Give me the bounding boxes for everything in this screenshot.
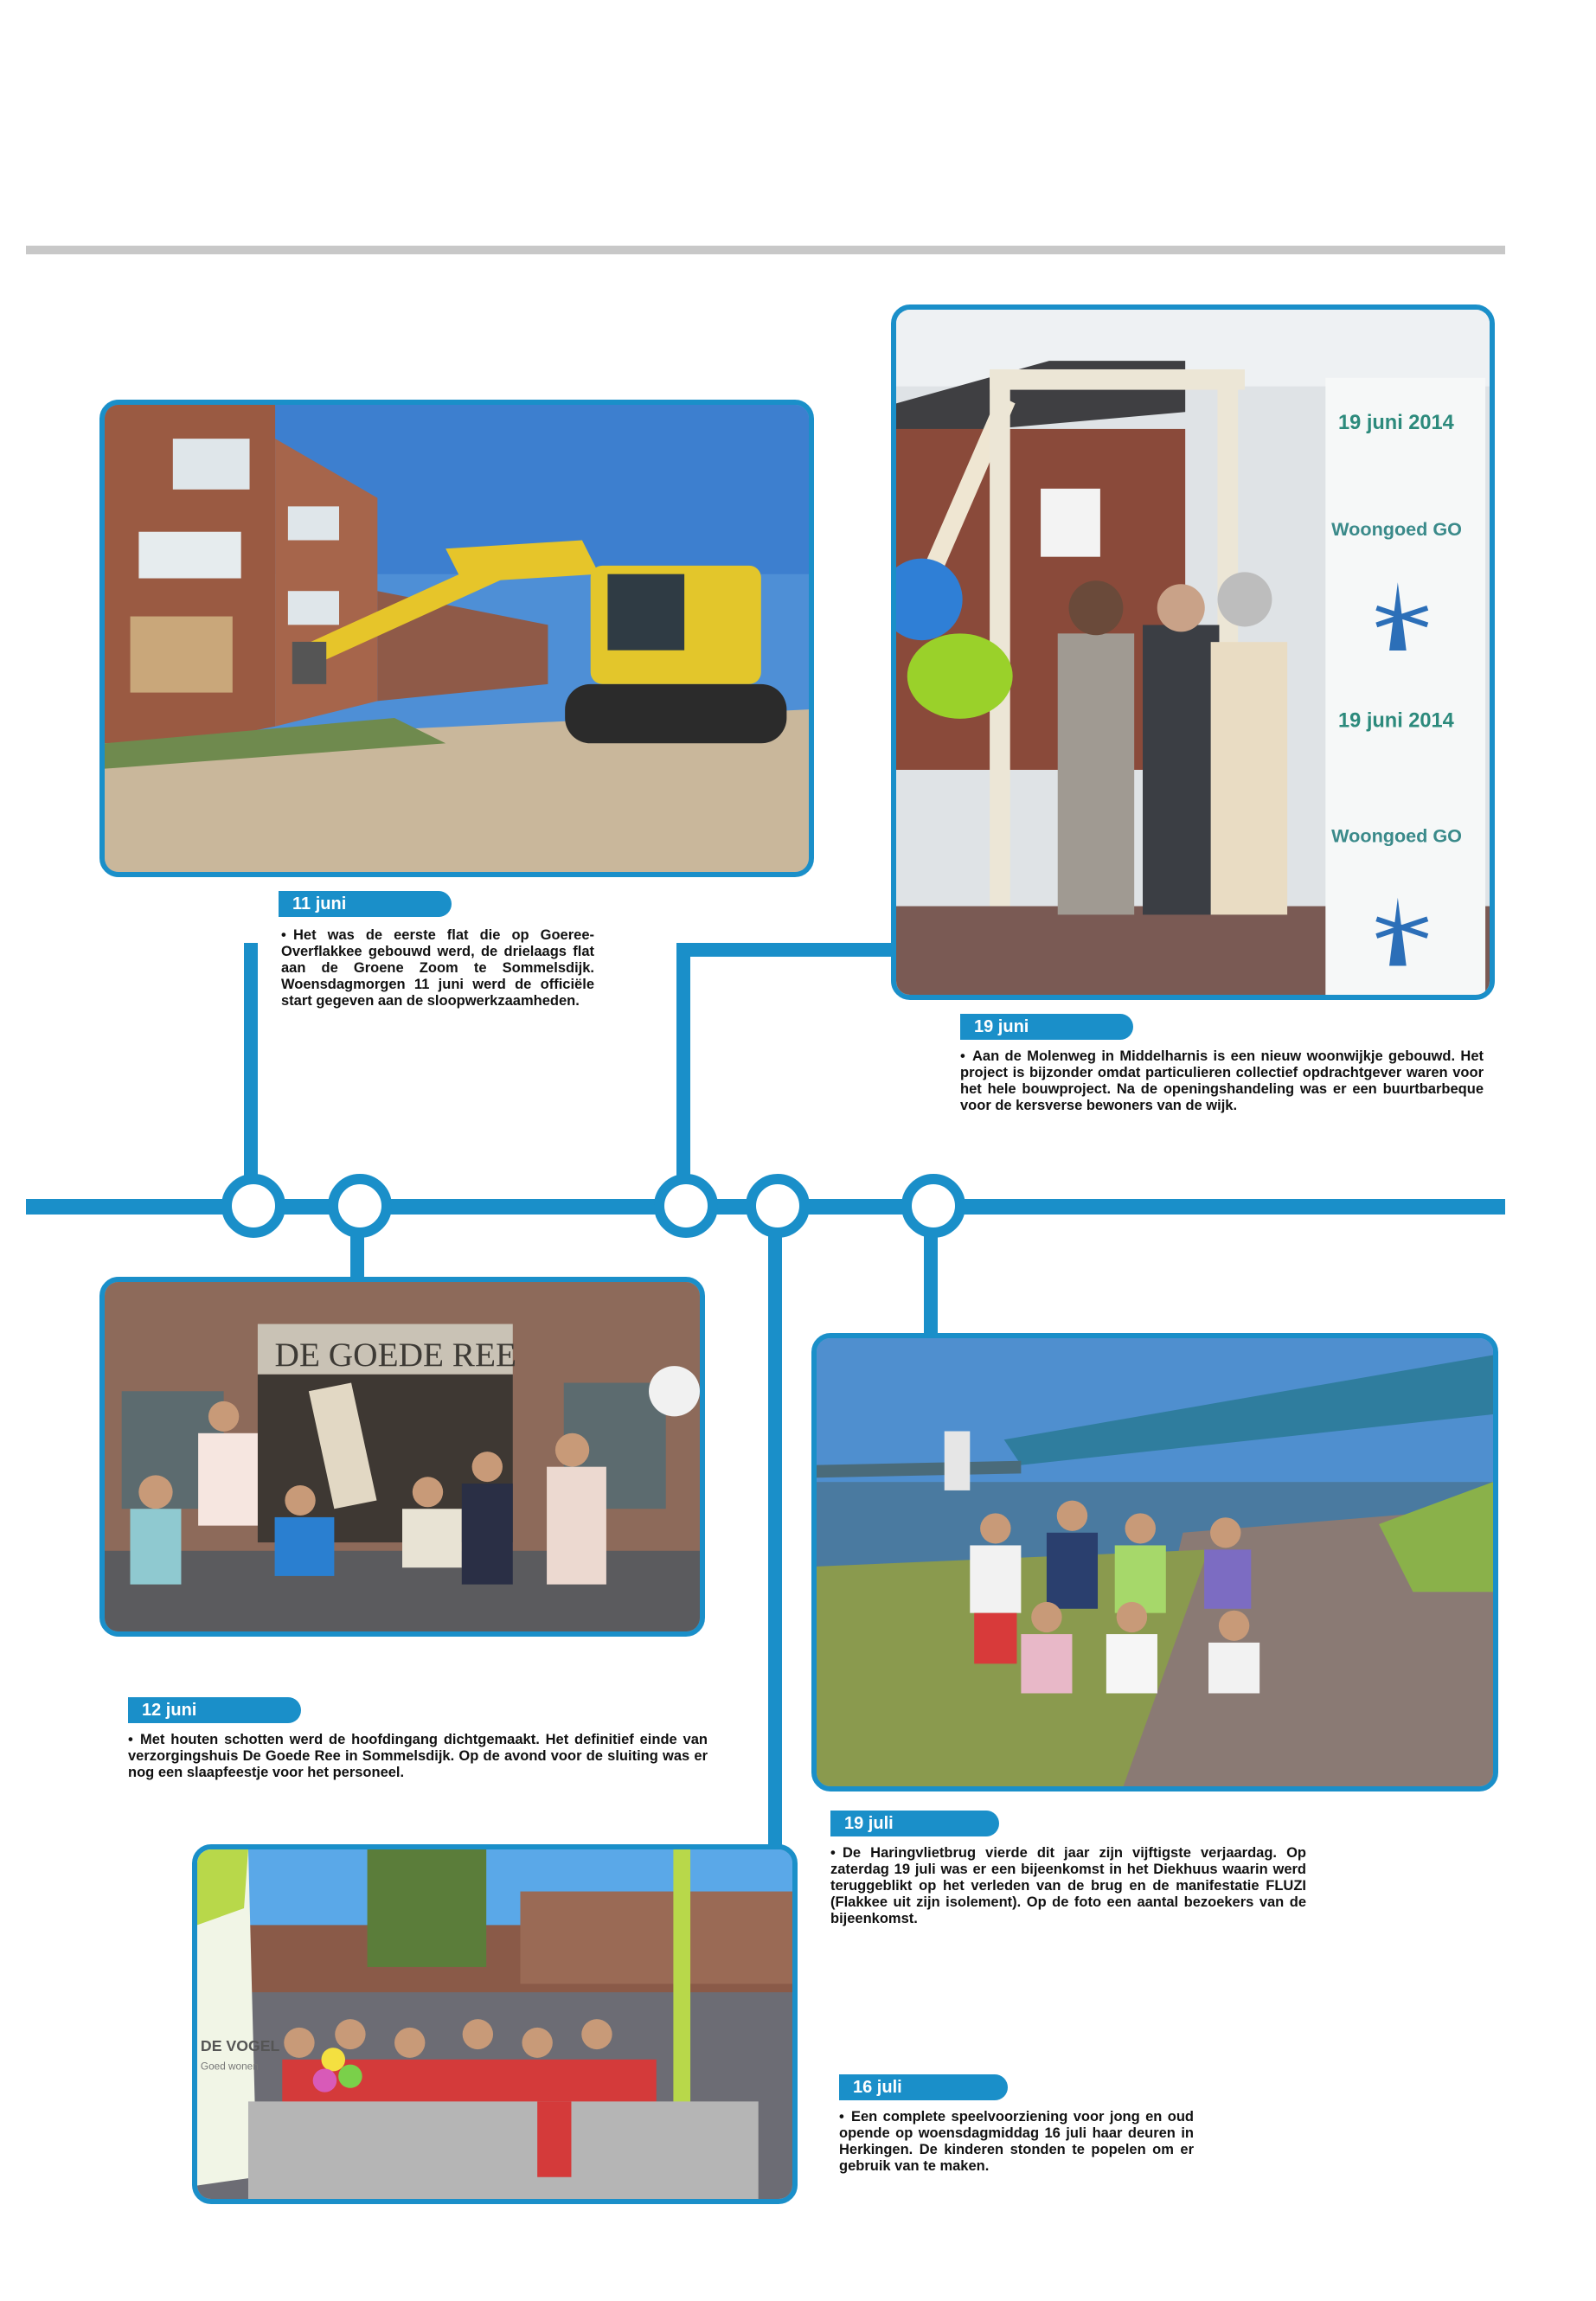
timeline-node bbox=[328, 1174, 392, 1238]
photo-speelvoorziening bbox=[192, 1844, 798, 2204]
date-badge-19-juli: 19 juli bbox=[830, 1811, 999, 1836]
caption-11-juni: • Het was de eerste flat die op Goeree-Overflakkee gebouwd werd, de drielaags flat aan de Groene Zoom te Sommelsdijk. Woensdagmorgen 11 juni werd de officiële start gegeven aan de sloopwerkzaamheden. bbox=[281, 927, 594, 1009]
banner-brand: Woongoed GO bbox=[1331, 824, 1462, 847]
photo-goede-ree bbox=[99, 1277, 705, 1637]
timeline-node bbox=[901, 1174, 965, 1238]
caption-19-juli: • De Haringvlietbrug vierde dit jaar zijn vijftigste verjaardag. Op zaterdag 19 juli was er een bijeenkomst in het Diekhuus waarin werd teruggeblikt op het verleden van de brug en de manifestatie FLUZI (Flakkee uit zijn isolement). Op de foto een aantal bezoekers van de bijeenkomst. bbox=[830, 1845, 1306, 1926]
date-badge-12-juni: 12 juni bbox=[128, 1697, 301, 1723]
caption-text: Het was de eerste flat die op Goeree-Overflakkee gebouwd werd, de drielaags flat aan de Groene Zoom te Sommelsdijk. Woensdagmorgen 11 juni werd de officiële start gegeven aan de sloopwerkzaamheden. bbox=[281, 927, 594, 1009]
caption-text: Aan de Molenweg in Middelharnis is een nieuw woonwijkje gebouwd. Het project is bijzonder omdat particulieren collectief opdrachtgever waren voor het hele bouwproject. Na de openingshandeling was er een buurtbarbeque voor de kersverse bewoners van de wijk. bbox=[960, 1048, 1484, 1113]
timeline-node bbox=[654, 1174, 718, 1238]
connector-19-juni-h bbox=[676, 943, 903, 957]
haringvlietbrug-illustration bbox=[817, 1338, 1493, 1786]
date-badge-19-juni: 19 juni bbox=[960, 1014, 1133, 1040]
speelvoorziening-illustration bbox=[197, 1849, 792, 2199]
top-rule bbox=[26, 246, 1505, 254]
caption-text: Een complete speelvoorziening voor jong en oud opende op woensdagmiddag 16 juli haar deuren in Herkingen. De kinderen stonden te popelen om er gebruik van te maken. bbox=[839, 2109, 1194, 2174]
timeline-node bbox=[746, 1174, 810, 1238]
caption-16-juli: • Een complete speelvoorziening voor jong en oud opende op woensdagmiddag 16 juli haar deuren in Herkingen. De kinderen stonden te popelen om er gebruik van te maken. bbox=[839, 2109, 1194, 2174]
timeline-node bbox=[221, 1174, 285, 1238]
opening-illustration bbox=[896, 310, 1490, 995]
demolition-illustration bbox=[105, 405, 809, 872]
photo-demolition bbox=[99, 400, 814, 877]
photo-haringvlietbrug bbox=[811, 1333, 1498, 1791]
banner-date: 19 juni 2014 bbox=[1338, 411, 1454, 434]
connector-19-juni-v bbox=[676, 943, 690, 1202]
date-badge-11-juni: 11 juni bbox=[279, 891, 452, 917]
connector-11-juni bbox=[244, 943, 258, 1202]
banner-date: 19 juni 2014 bbox=[1338, 709, 1454, 733]
caption-12-juni: • Met houten schotten werd de hoofdingang dichtgemaakt. Het definitief einde van verzorgingshuis De Goede Ree in Sommelsdijk. Op de avond voor de sluiting was er nog een slaapfeestje voor het personeel. bbox=[128, 1732, 708, 1780]
caption-text: Met houten schotten werd de hoofdingang dichtgemaakt. Het definitief einde van verzorgingshuis De Goede Ree in Sommelsdijk. Op de avond voor de sluiting was er nog een slaapfeestje voor het personeel. bbox=[128, 1732, 708, 1780]
date-badge-16-juli: 16 juli bbox=[839, 2074, 1008, 2100]
banner-brand: Woongoed GO bbox=[1331, 518, 1462, 541]
flag-text: DE VOGEL bbox=[200, 2037, 280, 2055]
connector-16-juli bbox=[768, 1211, 782, 1851]
caption-text: De Haringvlietbrug vierde dit jaar zijn vijftigste verjaardag. Op zaterdag 19 juli was er een bijeenkomst in het Diekhuus waarin werd teruggeblikt op het verleden van de brug en de manifestatie FLUZI (Flakkee uit zijn isolement). Op de foto een aantal bezoekers van de bijeenkomst. bbox=[830, 1845, 1306, 1926]
goede-ree-illustration bbox=[105, 1282, 700, 1631]
caption-19-juni: • Aan de Molenweg in Middelharnis is een nieuw woonwijkje gebouwd. Het project is bijzonder omdat particulieren collectief opdrachtgever waren voor het hele bouwproject. Na de openingshandeling was er een buurtbarbeque voor de kersverse bewoners van de wijk. bbox=[960, 1048, 1484, 1113]
flag-subtext: Goed wonen bbox=[200, 2061, 259, 2073]
photo-sign: DE GOEDE REE bbox=[274, 1336, 517, 1375]
photo-opening bbox=[891, 304, 1495, 1000]
